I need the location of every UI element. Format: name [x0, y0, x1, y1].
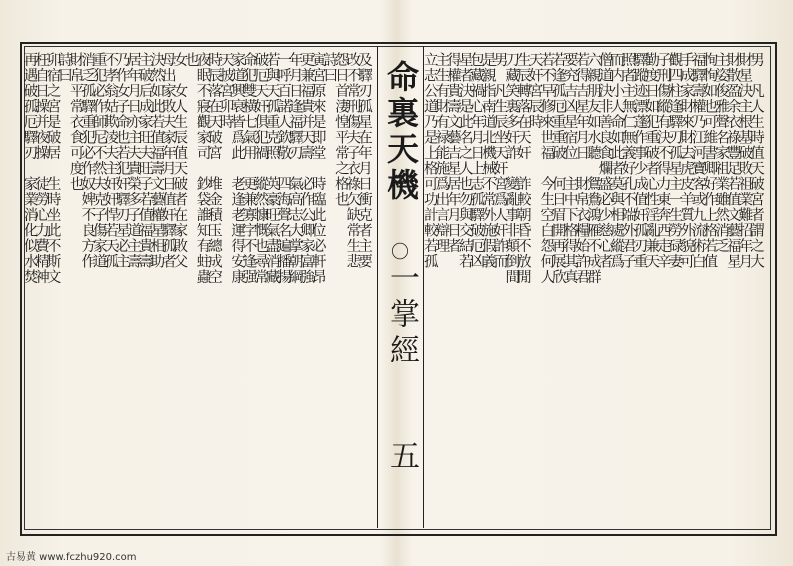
- right-page-line: 財散盈余衣祿豐足若值文藝福星: [724, 52, 741, 269]
- book-subtitle: 一掌經: [384, 262, 419, 370]
- left-page-line: 詩曰: [56, 52, 73, 83]
- right-page-line: 主姿俊雅聲名家祖業雖然消乏: [713, 52, 730, 254]
- left-page-line: 及驛刃孤星在年月日衝克者主要: [356, 52, 372, 269]
- left-page-line: 主破后成家旺夫旺子若值福貴壽: [136, 52, 153, 269]
- left-page-line: 家道興衰皆爲此 老逢老運得安康: [229, 52, 246, 285]
- left-page-line: 寅宮原來是即堂 時臨此位必軒昂: [309, 52, 326, 285]
- right-page-line: 手成家財來財去虎皮羊質外貌可: [678, 52, 695, 269]
- right-page-line: 包藏禍心年月日上志孤驛破厄凶: [468, 52, 485, 269]
- left-page-line: 卯宿之宮是破居 生時坐此不斯文: [44, 52, 61, 285]
- left-page-line: 女 女人生辰值天破者在家敗父: [171, 52, 188, 269]
- left-page-line: 財帛平常衣食可度也: [67, 52, 84, 192]
- left-page-line: 不孝翁姑欺凌夫主奸奸悍若天孤: [102, 52, 119, 269]
- right-page-line: 主生有財有禄能施爲出言辯理: [433, 52, 450, 254]
- right-page-line: 觀四柱逢驛刃孤星主一生勞碌妻: [666, 52, 683, 269]
- right-page-line: 財星決主根基破敗祖業難招年月: [736, 52, 753, 269]
- left-page-line: 詩曰: [321, 52, 338, 83]
- left-page-line: 決然如此若值福壽文藝權星相助: [148, 52, 165, 269]
- right-page-line: 若逢孤厄重重破 何日眉開再展欣: [549, 52, 566, 285]
- right-page-line: 福驛壽權乃江河寶客或九流術白: [689, 52, 706, 269]
- right-page-line: 若不早修來世福 今生空白怨何人: [538, 52, 555, 285]
- right-page-line: 立志公道乃是上格可功計較若孤: [421, 52, 438, 269]
- right-page-line: 僧道決非善良食爛盛必少慈心者: [596, 52, 613, 269]
- right-page-line: 勤度日如犯重破者心性淫亂兼天: [643, 52, 660, 269]
- right-page-line: 星者決是此名之人也勿與交結若: [456, 52, 473, 269]
- right-page-line: 是親指南道北機械不常外施假義: [479, 52, 496, 269]
- right-page-line: 恂恂如也可維書卿好作上格若值: [701, 52, 718, 269]
- left-page-line: 改不常刑傷夫子衣祿欠缺常生悲: [344, 52, 361, 269]
- left-page-line: 若與天孤重克照 英豪旺氣盡消藏: [263, 52, 280, 285]
- right-page-line: 驛蹤迹漂蓬作事少成值奸孤刃重: [631, 52, 648, 269]
- right-page-line: 得權貴壽文藝吉星居年月日者: [444, 52, 461, 254]
- left-page-line: 再遇破孤厄驛刃 家業消化似水焚: [21, 52, 38, 285]
- left-page-line: 命犯雙橫七氣用 更兼寡字不逢强: [240, 52, 257, 285]
- right-page-line: 而内小人命如此者莫與相處縱爲: [608, 52, 625, 269]
- left-page-line: 年月日逢福驛刃 氣高志大掌朝綱: [286, 52, 303, 285]
- center-mark: 〇: [391, 242, 409, 263]
- watermark: 古易黄 www.fczhu920.com: [6, 552, 137, 563]
- left-page-line: 乃作女子命也若犯奸驛刃星必主: [113, 52, 130, 269]
- left-page-line: 也: [183, 52, 199, 68]
- right-page-line: 男 凡人生時值天破宮者謂之大: [747, 52, 764, 269]
- left-page-line: 居年月日亦主夫貴榮多子道主壽: [125, 52, 142, 269]
- right-page-line: 男 凡生辰坐天奸宮爲人奸詐而: [491, 52, 508, 269]
- left-page-line: 破厄天奸俱犯禍 縱然慷慨也尋常: [252, 52, 269, 285]
- right-page-line: 照者主無仁無義好孔不端外君子: [619, 52, 636, 269]
- right-page-line: 六親朋友如水聽 鴛鴦鴻雁不成群: [584, 52, 601, 285]
- left-page-line: 重犯必作師尼不然夫克子傷家道: [90, 52, 107, 269]
- page-number: 五: [384, 440, 419, 470]
- left-page-line: 消乏孤驛重犯必作奴婢不良方作: [79, 52, 96, 269]
- book-title: 命裏天機: [382, 60, 420, 204]
- left-page-line: 天披宮卯時: [217, 52, 234, 130]
- right-page-line: 子刑傷縱有決不得力東奔西走辛: [654, 52, 671, 269]
- left-page-line: 枉自日操并夜操 徒勞心力費精神: [33, 52, 49, 285]
- right-page-line: 生辰轉落在天奸 詐較朝昏不放閒: [514, 52, 531, 285]
- right-page-line: 天奸宮辰時: [526, 52, 543, 130]
- left-page-line: 一呼百諾人欽敬 四海聲名遍播揚: [275, 52, 292, 285]
- left-page-line: 夜眠不寢觀家司 鈔袋誰知有蛀蟲: [194, 52, 211, 285]
- right-page-line: 要究吉凶星宿位 主中下格得其真: [561, 52, 578, 285]
- left-page-line: 時辰落在天破宮 堆金積玉總成空: [206, 52, 222, 285]
- left-page-line: 母出家敗夫家年月日值奸驛孤者: [159, 52, 176, 269]
- left-page-line: 更兼福貴并天壽 必作公卿家富強: [298, 52, 315, 285]
- right-page-line: 若得吉星年月日 財帛衣糧始許君: [573, 52, 590, 285]
- right-page-line: 刀藏笑裏多奸詐 變亂事非顛倒間: [503, 52, 520, 285]
- left-page-line: 怨日首淒惶平常之格也: [332, 52, 349, 207]
- gutter-line-left: [377, 46, 378, 528]
